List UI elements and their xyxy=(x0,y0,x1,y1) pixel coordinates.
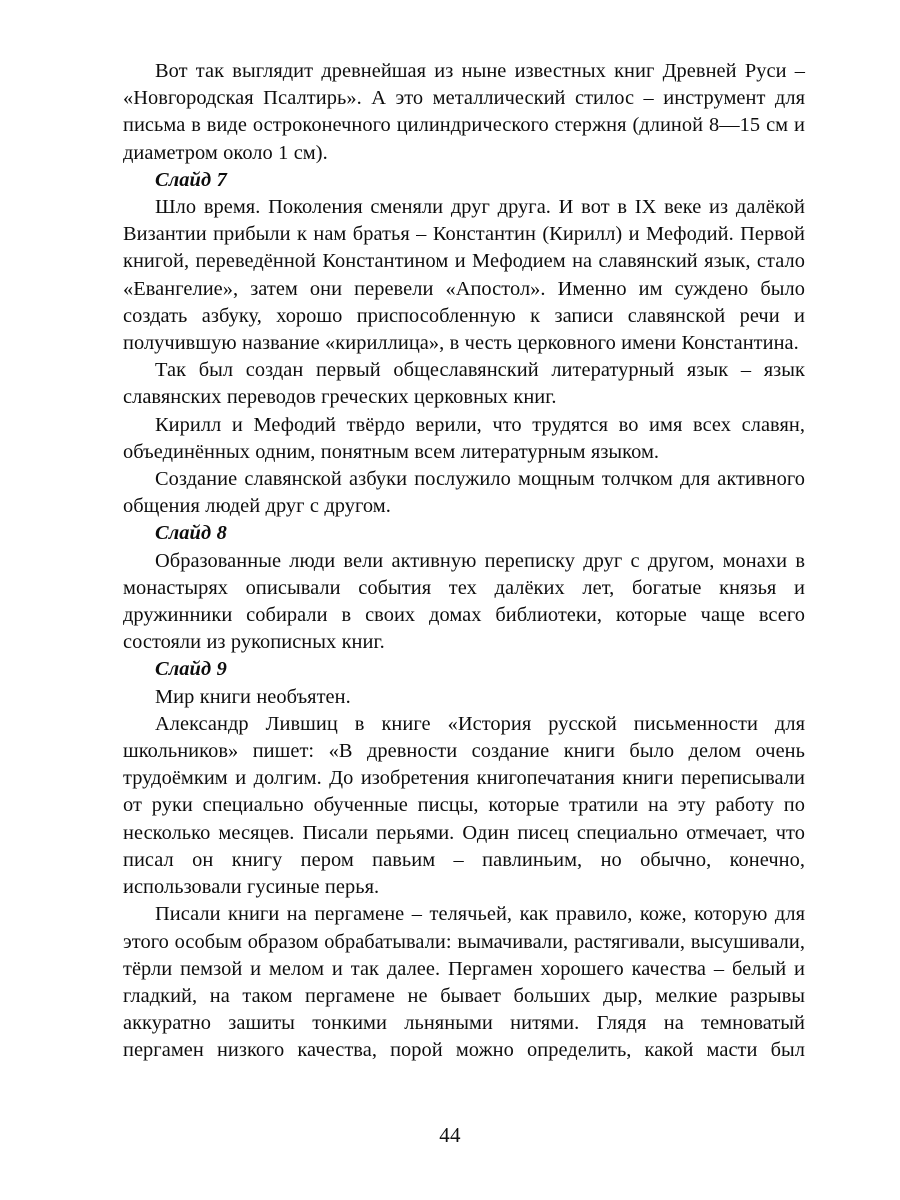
slide-heading-7: Слайд 7 xyxy=(155,168,227,191)
paragraph: Вот так выглядит древнейшая из ныне известных книг Древней Руси – «Новгородская Псалтирь». А это металлический стилос – инструмент для письма в виде остроконечного цилиндрического стержня (длиной 8—15 см и диаметром около 1 см). xyxy=(123,60,805,164)
paragraph: Создание славянской азбуки послужило мощным толчком для активного общения людей друг с другом. xyxy=(123,468,805,518)
paragraph: Шло время. Поколения сменяли друг друга. И вот в IX веке из далёкой Византии прибыли к нам братья – Константин (Кирилл) и Мефодий. Первой книгой, переведённой Константином и Мефодием на славянский язык, стало «Евангелие», затем они перевели «Апостол». Именно им суждено было создать азбуку, хорошо приспособленную к записи славянской речи и получившую название «кириллица», в честь церковного имени Константина. xyxy=(123,196,805,355)
slide-heading-9: Слайд 9 xyxy=(155,658,227,681)
page-number: 44 xyxy=(439,1123,461,1147)
paragraph: Кирилл и Мефодий твёрдо верили, что трудятся во имя всех славян, объединённых одним, понятным всем литературным языком. xyxy=(123,413,805,463)
paragraph: Образованные люди вели активную переписку друг с другом, монахи в монастырях описывали события тех далёких лет, богатые князья и дружинники собирали в своих домах библиотеки, которые чаще всего состояли из рукописных книг. xyxy=(123,549,805,654)
paragraph: Александр Лившиц в книге «История русской письменности для школьников» пишет: «В древности создание книги было делом очень трудоёмким и долгим. До изобретения книгопечатания книги переписывали от руки специально обученные писцы, которые тратили на эту работу по несколько месяцев. Писали перьями. Один писец специально отмечает, что писал он книгу пером павьим – павлиньим, но обычно, конечно, использовали гусиные перья. xyxy=(123,712,805,899)
paragraph: Мир книги необъятен. xyxy=(155,685,351,708)
slide-heading-8: Слайд 8 xyxy=(155,522,227,545)
body-text-column xyxy=(123,58,805,1065)
paragraph: Так был создан первый общеславянский литературный язык – язык славянских переводов греческих церковных книг. xyxy=(123,359,805,409)
paragraph: Писали книги на пергамене – телячьей, как правило, коже, которую для этого особым образом обрабатывали: вымачивали, растягивали, высушивали, тёрли пемзой и мелом и так далее. Пергамен хорошего качества – белый и гладкий, на таком пергамене не бывает больших дыр, мелкие разрывы аккуратно зашиты тонкими льняными нитями. Глядя на темноватый пергамен низкого качества, порой можно определить, какой масти был xyxy=(123,903,805,1062)
